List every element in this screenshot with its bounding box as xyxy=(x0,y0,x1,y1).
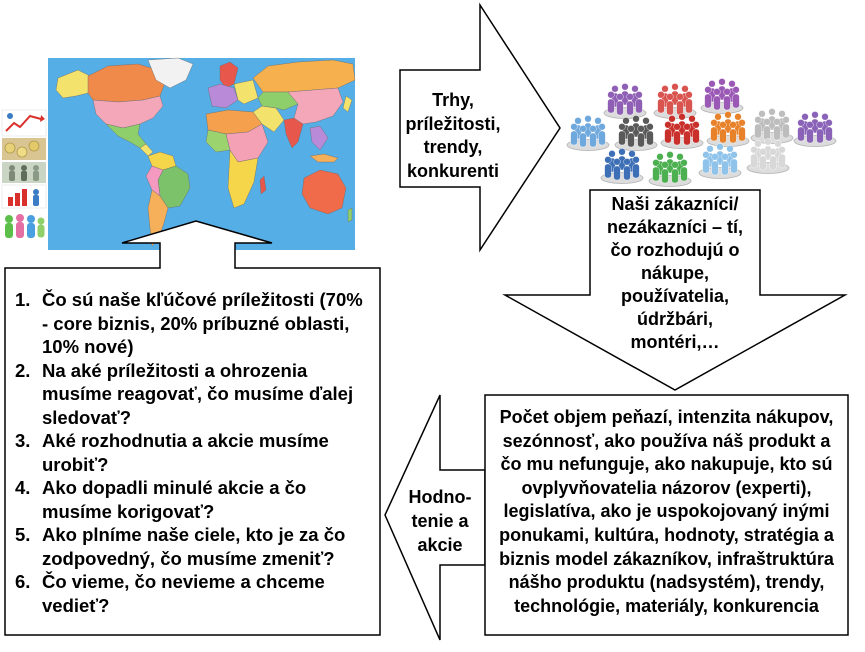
markets-line: príležitosti, xyxy=(405,113,501,134)
question-line: - core biznis, 20% príbuzné oblasti, xyxy=(42,312,350,334)
customers-line: čo rozhodujú o xyxy=(610,240,740,260)
person-figure xyxy=(724,88,731,110)
evaluation-line: Hodno- xyxy=(408,487,472,507)
evaluation-arrow-text xyxy=(395,485,485,557)
markets-arrow-text xyxy=(398,89,508,184)
question-line: zodpovedný, čo musíme zmeniť? xyxy=(42,547,335,569)
person-figure xyxy=(633,156,640,178)
people-group xyxy=(699,143,741,178)
people-group xyxy=(751,108,793,143)
person-figure xyxy=(672,161,679,183)
customers-line: nezákazníci – tí, xyxy=(606,217,744,237)
question-line: 10% nové) xyxy=(42,336,134,357)
question-text xyxy=(42,429,329,476)
question-number: 4. xyxy=(15,477,31,498)
question-line: Na aké príležitosti a ohrozenia xyxy=(42,359,308,381)
people-group xyxy=(601,148,643,183)
person-figure xyxy=(614,158,621,180)
coins-thumbnail xyxy=(2,138,46,160)
people-group xyxy=(701,78,743,113)
person-figure xyxy=(684,123,691,145)
person-figure xyxy=(619,123,626,145)
person-figure xyxy=(705,86,712,108)
customers-line: Naši zákazníci/ xyxy=(611,194,739,214)
factors-line: technológie, materiály, konkurencia xyxy=(514,595,819,616)
person-figure xyxy=(770,148,777,170)
person-figure xyxy=(774,118,781,140)
markets-line: konkurenti xyxy=(406,161,499,182)
person-figure xyxy=(624,158,631,180)
markets-line: trendy, xyxy=(423,137,483,158)
person-figure xyxy=(712,153,719,175)
question-line: musíme reagovať, čo musíme ďalej xyxy=(42,383,354,404)
factors-line: legislatíva, ako je uspokojovaný inými xyxy=(503,501,830,522)
question-number: 1. xyxy=(15,289,31,310)
business-thumbnail xyxy=(2,185,46,208)
person-figure xyxy=(667,93,674,115)
factors-line: ovplyvňovatelia názorov (experti), xyxy=(521,477,812,498)
question-line: Ako dopadli minulé akcie a čo xyxy=(42,477,307,498)
evaluation-line: akcie xyxy=(417,535,463,555)
factors-line: čo mu nefunguje, ako nakupuje, kto sú xyxy=(500,454,833,475)
question-item xyxy=(15,288,377,359)
world-map xyxy=(48,58,355,250)
person-figure xyxy=(751,146,758,168)
question-text xyxy=(42,570,325,617)
person-figure xyxy=(608,91,615,113)
question-line: Ako plníme naše ciele, kto je za čo xyxy=(42,524,346,545)
question-line: urobiť? xyxy=(42,453,109,475)
person-figure xyxy=(779,146,786,168)
new-zealand-shape xyxy=(348,208,352,222)
person-figure xyxy=(599,123,606,145)
people-group xyxy=(747,138,789,173)
question-item xyxy=(15,523,377,570)
person-figure xyxy=(580,125,587,147)
people-group xyxy=(649,151,691,186)
question-line: sledovať? xyxy=(42,406,132,428)
person-figure xyxy=(817,121,824,143)
people-groups-image xyxy=(567,78,836,186)
person-figure xyxy=(711,119,718,141)
factors-line: biznis model zákazníkov, infraštruktúra xyxy=(499,548,834,569)
person-figure xyxy=(653,159,660,181)
person-figure xyxy=(807,121,814,143)
question-item xyxy=(15,476,377,523)
question-text xyxy=(42,359,353,430)
question-number: 6. xyxy=(15,571,31,592)
person-figure xyxy=(720,121,727,143)
person-figure xyxy=(590,125,597,147)
question-item xyxy=(15,570,377,617)
question-text xyxy=(42,523,345,570)
person-figure xyxy=(714,88,721,110)
factors-line: ponukami, kultúra, hodnoty, stratégia a xyxy=(499,524,834,545)
customer-factors-text xyxy=(485,406,848,618)
question-item xyxy=(15,429,377,476)
person-figure xyxy=(722,153,729,175)
customers-line: údržbári, xyxy=(636,309,713,329)
person-figure xyxy=(605,156,612,178)
person-figure xyxy=(755,116,762,138)
person-figure xyxy=(647,123,654,145)
person-figure xyxy=(617,93,624,115)
person-figure xyxy=(628,125,635,147)
person-figure xyxy=(571,123,578,145)
person-figure xyxy=(798,119,805,141)
question-text xyxy=(42,476,306,523)
question-line: Aké rozhodnutia a akcie musíme xyxy=(42,430,329,451)
person-figure xyxy=(681,159,688,181)
people-group xyxy=(661,113,703,148)
person-figure xyxy=(731,151,738,173)
people-group xyxy=(604,83,646,118)
people-group xyxy=(707,111,749,146)
factors-line: nášho produktu (nadsystém), trendy, xyxy=(508,572,825,593)
questions-list xyxy=(15,288,377,617)
people-group xyxy=(615,115,657,150)
markets-line: Trhy, xyxy=(432,90,474,110)
question-item xyxy=(15,359,377,430)
person-figure xyxy=(686,91,693,113)
question-number: 3. xyxy=(15,430,31,451)
person-figure xyxy=(703,151,710,173)
person-figure xyxy=(760,148,767,170)
person-figure xyxy=(674,123,681,145)
person-figure xyxy=(764,118,771,140)
question-line: musíme korigovať? xyxy=(42,500,215,522)
question-text xyxy=(42,288,363,359)
person-figure xyxy=(730,121,737,143)
person-figure xyxy=(658,91,665,113)
evaluation-line: tenie a xyxy=(411,511,469,531)
person-figure xyxy=(783,116,790,138)
team-thumbnail xyxy=(2,162,46,183)
person-figure xyxy=(677,93,684,115)
person-figure xyxy=(627,93,634,115)
person-figure xyxy=(662,161,669,183)
customers-arrow-text xyxy=(585,193,765,354)
customers-line: nákupe, xyxy=(640,263,710,283)
person-figure xyxy=(733,86,740,108)
people-thumbnail xyxy=(2,211,46,241)
question-line: Čo sú naše kľúčové príležitosti (70% xyxy=(42,289,363,310)
person-figure xyxy=(638,125,645,147)
person-figure xyxy=(739,119,746,141)
question-line: Čo vieme, čo nevieme a chceme xyxy=(42,571,325,592)
factors-line: sezónnosť, ako používa náš produkt a xyxy=(502,430,831,451)
question-number: 2. xyxy=(15,359,31,381)
thumbnail-strip xyxy=(2,110,46,241)
people-group xyxy=(654,83,696,118)
customers-line: používatelia, xyxy=(620,286,730,306)
factors-line: Počet objem peňazí, intenzita nákupov, xyxy=(499,407,834,427)
customers-line: montéri,… xyxy=(630,332,720,352)
people-group xyxy=(567,115,609,150)
person-figure xyxy=(665,121,672,143)
growth-chart-thumbnail xyxy=(2,110,46,136)
people-group xyxy=(794,111,836,146)
person-figure xyxy=(826,119,833,141)
question-number: 5. xyxy=(15,524,31,545)
question-line: vedieť? xyxy=(42,594,110,616)
person-figure xyxy=(636,91,643,113)
person-figure xyxy=(693,121,700,143)
